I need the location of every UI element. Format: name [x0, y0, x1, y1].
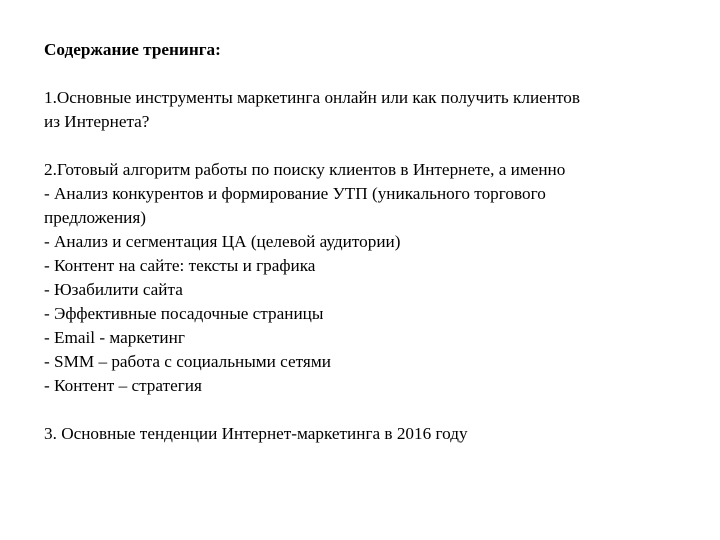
- list-item: - Анализ и сегментация ЦА (целевой аудитории): [44, 232, 401, 251]
- training-contents: [44, 38, 704, 446]
- section-2-list: [44, 182, 704, 398]
- section-1: [44, 86, 704, 134]
- list-item: - Email - маркетинг: [44, 328, 185, 347]
- list-item: - Контент на сайте: тексты и графика: [44, 256, 316, 275]
- list-item: - Анализ конкурентов и формирование УТП (уникального торгового: [44, 184, 546, 203]
- section-3: [44, 422, 704, 446]
- section-2-heading: 2.Готовый алгоритм работы по поиску клиентов в Интернете, а именно: [44, 160, 566, 179]
- section-1-line: из Интернета?: [44, 112, 150, 131]
- spacer: [44, 398, 704, 422]
- section-3-text: 3. Основные тенденции Интернет-маркетинга в 2016 году: [44, 424, 468, 443]
- list-item: - SMM – работа с социальными сетями: [44, 352, 331, 371]
- list-item: предложения): [44, 208, 146, 227]
- list-item: - Контент – стратегия: [44, 376, 202, 395]
- contents-title: Содержание тренинга:: [44, 40, 221, 59]
- list-item: - Эффективные посадочные страницы: [44, 304, 324, 323]
- spacer: [44, 62, 704, 86]
- list-item: - Юзабилити сайта: [44, 280, 183, 299]
- section-2: [44, 158, 704, 398]
- section-1-line: 1.Основные инструменты маркетинга онлайн или как получить клиентов: [44, 88, 580, 107]
- spacer: [44, 134, 704, 158]
